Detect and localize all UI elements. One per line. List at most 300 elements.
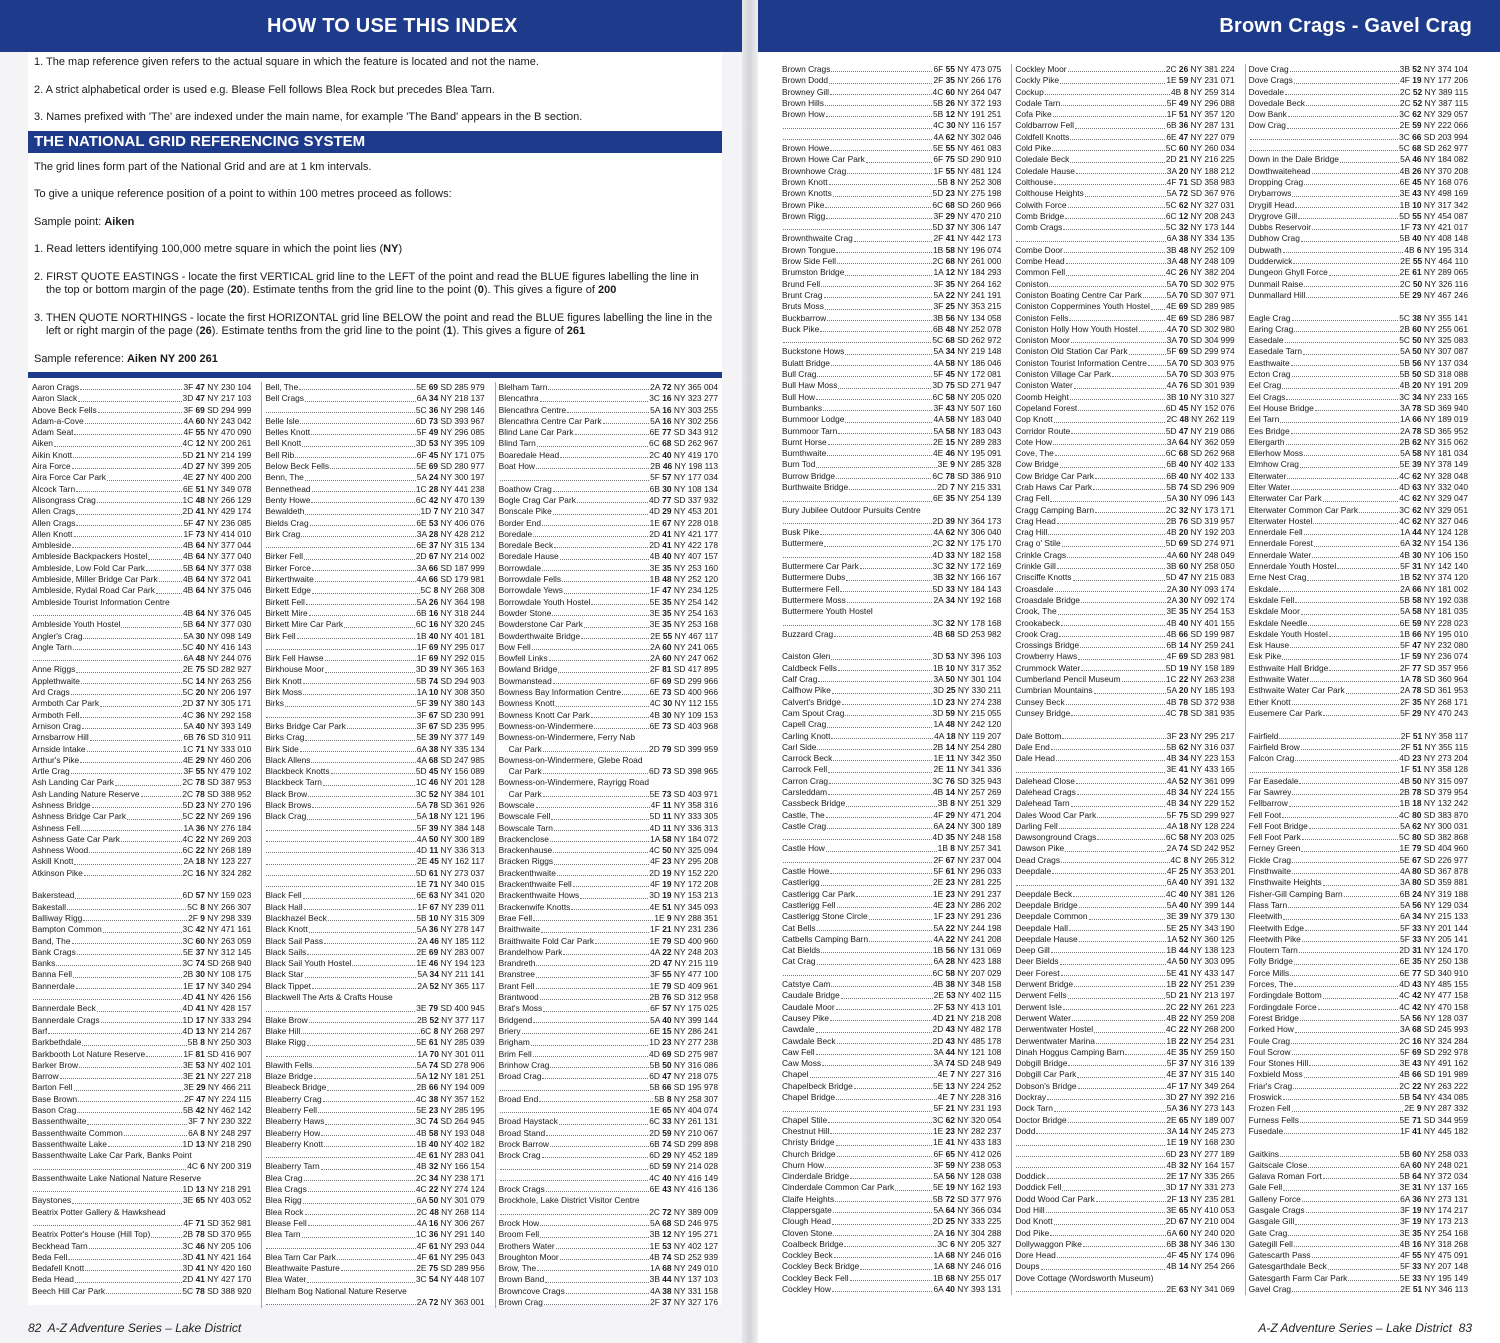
leader-dots: [550, 841, 649, 842]
index-entry: [32, 631, 251, 642]
grid-ref: NY 244 198: [954, 922, 1002, 933]
grid-ref: NY 106 150: [1421, 549, 1468, 560]
leader-dots: [141, 796, 182, 797]
map-square: 3F: [1400, 1204, 1413, 1215]
map-square: 5B: [416, 912, 429, 923]
map-square: 5A: [1166, 357, 1179, 368]
entry-reference: [1166, 1069, 1234, 1080]
map-square: 5D: [1165, 425, 1179, 436]
grid-ref: NY 403 052: [204, 1195, 252, 1206]
leader-dots: [1070, 162, 1165, 163]
grid-ref: NY 470 090: [204, 427, 252, 438]
map-square: 4B: [1166, 1261, 1179, 1272]
index-entry: [499, 1161, 718, 1172]
entry-reference: [1400, 1194, 1468, 1205]
entry-reference: [650, 1082, 718, 1093]
page-ref: 22: [1178, 1035, 1189, 1046]
grid-ref: NY 406 076: [438, 517, 485, 528]
map-square: 6A: [416, 1195, 429, 1206]
index-entry: [1015, 482, 1234, 493]
grid-ref: SD 294 999: [204, 404, 252, 415]
entry-reference: [1166, 154, 1235, 165]
map-square: 6A: [1166, 877, 1179, 888]
leader-dots: [78, 401, 181, 402]
map-square: 6B: [1399, 888, 1413, 899]
entry-reference: [417, 902, 484, 913]
page-ref: 41: [1178, 967, 1189, 978]
grid-ref: NY 324 284: [1421, 1035, 1468, 1046]
entry-reference: [1400, 200, 1468, 211]
sample-point: [34, 216, 716, 230]
entry-reference: [650, 574, 718, 585]
map-square: 3D: [415, 438, 429, 449]
entry-reference: [933, 877, 1001, 888]
grid-ref: NY 228 018: [671, 517, 718, 528]
entry-reference: [1167, 1058, 1235, 1069]
leader-dots: [540, 401, 648, 402]
entry-reference: [416, 631, 484, 642]
grid-ref: SD 226 977: [1421, 854, 1468, 865]
entry-reference: [417, 1241, 485, 1252]
entry-name: Dowthwaitehead: [1248, 165, 1311, 176]
grid-ref: NY 230 104: [204, 382, 252, 392]
entry-name: Buckbarrow: [782, 312, 827, 323]
page-ref: 66: [1178, 628, 1189, 639]
index-entry: [1015, 674, 1234, 685]
grid-ref: SD 400 966: [671, 687, 718, 698]
entry-name: Ambleside Youth Hostel: [32, 619, 121, 630]
map-square: 3F: [650, 969, 663, 980]
entry-reference: [938, 459, 1002, 470]
map-square: 5F: [1166, 97, 1179, 108]
entry-reference: [1399, 990, 1468, 1001]
page-ref: 16: [662, 393, 672, 404]
entry-reference: [1167, 731, 1235, 742]
page-ref: 26: [945, 97, 955, 108]
page-ref: 68: [945, 1272, 955, 1283]
entry-name: Brown Knott: [782, 176, 828, 187]
map-square: 6C: [932, 967, 946, 978]
map-square: 2F: [933, 233, 946, 244]
leader-dots: [323, 1101, 415, 1102]
index-entry: [1249, 708, 1468, 719]
index-entry: [499, 506, 718, 517]
page-ref: 58: [1412, 594, 1422, 605]
map-square: 4D: [649, 822, 663, 833]
entry-name: Blake Rigg: [265, 1037, 306, 1048]
entry-reference: [417, 450, 485, 461]
map-square: 4B: [1399, 165, 1413, 176]
page-ref: 35: [1412, 696, 1422, 707]
grid-ref: NY 318 268: [1421, 1238, 1468, 1249]
entry-reference: [650, 664, 718, 675]
page-ref: 64: [195, 551, 205, 562]
entry-reference: [1167, 877, 1235, 888]
entry-reference: [650, 992, 718, 1003]
page-ref: 13: [945, 1080, 955, 1091]
map-square: 5A: [649, 1217, 663, 1228]
index-entry: [499, 574, 718, 585]
entry-reference: [650, 721, 718, 732]
entry-reference: [183, 845, 252, 856]
grid-ref: NY 452 189: [671, 1150, 718, 1161]
grid-ref: SD 262 972: [954, 335, 1002, 346]
index-entry: [265, 450, 484, 461]
index-entry: [1015, 923, 1234, 934]
grid-ref: SD 365 952: [1421, 425, 1468, 436]
map-square: 4F: [1166, 1250, 1179, 1261]
entry-name: Dinah Hoggus Camping Barn: [1015, 1046, 1125, 1057]
index-entry: [1249, 1216, 1468, 1227]
page-ref: 69: [428, 382, 439, 392]
entry-name: Calfhow Pike: [782, 685, 831, 696]
grid-ref: NY 186 046: [954, 357, 1002, 368]
map-square: 2B: [650, 461, 663, 472]
index-entry: [265, 1116, 484, 1127]
map-square: 4D: [649, 506, 663, 517]
entry-reference: [1400, 437, 1468, 448]
map-square: 5A: [416, 1071, 429, 1082]
grid-ref: NY 254 153: [1188, 606, 1235, 617]
map-square: 1B: [937, 843, 951, 854]
page-ref: 30: [662, 698, 673, 709]
map-square: 5E: [1399, 1272, 1413, 1283]
map-square: 5E: [416, 732, 429, 743]
index-entry: [782, 923, 1001, 934]
index-entry: [32, 958, 251, 969]
leader-dots: [1283, 919, 1399, 920]
entry-name: Brown Band: [498, 1274, 545, 1285]
page-ref: 74: [945, 1058, 955, 1069]
leader-dots: [581, 638, 649, 639]
map-square: 4D: [1399, 481, 1413, 492]
entry-reference: [184, 1094, 251, 1105]
index-entry: [1015, 358, 1234, 369]
index-entry: [1249, 64, 1468, 75]
entry-name: Broughton Moor: [498, 1251, 559, 1262]
grid-ref: NY 301 104: [954, 674, 1002, 685]
page-ref: 16: [662, 404, 672, 415]
page-ref: 18: [1412, 798, 1422, 809]
leader-dots: [103, 932, 182, 933]
map-square: 3F: [416, 709, 429, 720]
index-entry: [782, 369, 1001, 380]
index-entry: [1015, 697, 1234, 708]
map-square: 5A: [1400, 448, 1413, 459]
leader-dots: [266, 1157, 415, 1158]
index-entry: [32, 845, 251, 856]
entry-name: Blelham Tarn: [498, 382, 548, 392]
leader-dots: [821, 952, 932, 953]
grid-ref: SD 199 987: [1188, 628, 1235, 639]
entry-reference: [416, 1003, 484, 1014]
page-ref: 40: [1412, 233, 1422, 244]
index-entry: [782, 493, 1001, 504]
grid-ref: NY 188 212: [1188, 165, 1235, 176]
entry-name: Brown Hills: [782, 97, 824, 108]
page-ref: 35: [662, 562, 672, 573]
entry-name: Blackbeck Knotts: [265, 766, 330, 777]
page-ref: 55: [195, 427, 205, 438]
grid-ref: NY 266 176: [954, 75, 1002, 86]
map-square: 1E: [1166, 75, 1179, 86]
entry-reference: [932, 335, 1001, 346]
index-entry: [1015, 426, 1234, 437]
grid-ref: NY 173 213: [1421, 1216, 1468, 1227]
page-ref: 41: [662, 540, 672, 551]
index-entry: [1015, 561, 1234, 572]
grid-ref: NY 323 277: [671, 393, 718, 404]
entry-name: Dubwath: [1248, 244, 1282, 255]
page-ref: 33: [1412, 933, 1422, 944]
map-square: 5A: [1166, 899, 1179, 910]
map-square: 1E: [649, 517, 663, 528]
entry-name: Elterwater Car Park: [1248, 493, 1322, 504]
page-ref: 38: [1178, 1238, 1189, 1249]
map-square: 5A: [183, 630, 196, 641]
page-ref: 29: [1412, 707, 1422, 718]
index-entry: [32, 913, 251, 924]
index-entry: [499, 416, 718, 427]
map-square: 3E: [1399, 188, 1413, 199]
index-entry: [265, 506, 484, 517]
entry-name: Bassenthwaite: [32, 1116, 87, 1127]
map-square: 5C: [415, 404, 429, 415]
page-ref: 53: [662, 1240, 672, 1251]
leader-dots: [827, 828, 932, 829]
grid-ref: NY 171 075: [438, 449, 485, 460]
page-ref: 64: [195, 574, 205, 585]
map-square: 5F: [1400, 640, 1413, 651]
entry-reference: [650, 981, 718, 992]
map-square: 5B: [1399, 357, 1413, 368]
map-square: 2C: [1165, 1001, 1179, 1012]
leader-dots: [1067, 557, 1166, 558]
page-ref: 58: [1178, 832, 1189, 843]
grid-ref: NY 229 152: [1188, 798, 1235, 809]
grid-ref: NY 295 208: [671, 856, 718, 867]
map-square: 6E: [416, 540, 429, 551]
page-number: 83: [1458, 1321, 1472, 1335]
index-entry: [265, 1060, 484, 1071]
index-entry: [265, 416, 484, 427]
entry-reference: [932, 380, 1001, 391]
grid-ref: NY 172 208: [671, 879, 718, 890]
entry-reference: [1166, 1216, 1235, 1227]
map-square: 5A: [933, 289, 946, 300]
leader-dots: [553, 491, 649, 492]
map-square: 5B: [187, 1037, 201, 1048]
index-entry: [499, 427, 718, 438]
map-square: 1B: [1399, 628, 1413, 639]
index-entry: [499, 924, 718, 935]
leader-dots: [1295, 1032, 1399, 1033]
leader-dots: [1306, 1212, 1400, 1213]
leader-dots: [1288, 1235, 1398, 1236]
index-entry: [32, 710, 251, 721]
grid-ref: SD 299 974: [1188, 346, 1235, 357]
page-ref: 38: [1412, 312, 1422, 323]
grid-ref: SD 403 968: [671, 720, 718, 731]
page-ref: 59: [662, 1161, 672, 1172]
page-ref: 48: [662, 574, 672, 585]
entry-name: Ash Landing Car Park: [32, 777, 114, 788]
index-entry: [1249, 990, 1468, 1001]
grid-ref: NY 244 076: [204, 653, 252, 664]
map-square: 5B: [937, 176, 951, 187]
entry-name: Brinhow Crag: [498, 1059, 550, 1070]
entry-name: Bowness-on-Windermere: [498, 720, 594, 731]
index-entry: [499, 676, 718, 687]
entry-reference: [183, 834, 252, 845]
grid-ref: NY 248 109: [1188, 256, 1235, 267]
index-entry: [32, 947, 251, 958]
entry-name: Bowscale Fell: [498, 811, 551, 822]
entry-name: Brown Rigg: [782, 210, 826, 221]
index-entry: [32, 1116, 251, 1127]
grid-ref: NY 238 053: [954, 1159, 1002, 1170]
page-ref: 11: [429, 845, 439, 856]
grid-ref: NY 391 132: [1188, 877, 1235, 888]
entry-name: Finsthwaite: [1248, 866, 1292, 877]
map-square: 4E: [933, 899, 946, 910]
entry-reference: [1166, 697, 1234, 708]
entry-reference: [1166, 889, 1235, 900]
entry-name: Gavel Crag: [1248, 1284, 1292, 1295]
leader-dots: [554, 830, 649, 831]
map-square: 5C: [1399, 312, 1413, 323]
page-ref: 45: [429, 856, 439, 867]
entry-reference: [1399, 132, 1468, 143]
index-entry: [782, 1081, 1001, 1092]
map-square: 5F: [1399, 1046, 1413, 1057]
entry-name: Cawdale Beck: [782, 1035, 836, 1046]
map-square: 4E: [183, 754, 196, 765]
map-square: 3A: [1399, 877, 1413, 888]
entry-reference: [1400, 1182, 1468, 1193]
leader-dots: [1295, 1224, 1399, 1225]
entry-reference: [1399, 392, 1468, 403]
index-entry: [1249, 584, 1468, 595]
map-square: 3C: [932, 1114, 946, 1125]
sample-reference-label: Sample reference:: [34, 352, 127, 365]
grid-ref: NY 195 091: [954, 448, 1002, 459]
grid-ref: NY 467 117: [672, 630, 718, 641]
entry-name: Deer Forest: [1015, 967, 1060, 978]
map-square: 5E: [1399, 459, 1413, 470]
page-ref: 50: [1412, 775, 1422, 786]
entry-name: Cote How: [1015, 436, 1053, 447]
grid-ref: NY 360 125: [1188, 933, 1235, 944]
entry-name: Barton Fell: [32, 1082, 73, 1093]
page-ref: 69: [1178, 538, 1189, 549]
grid-ref: NY 124 170: [1421, 945, 1468, 956]
page-ref: 21: [1178, 154, 1189, 165]
map-square: 3F: [183, 404, 196, 415]
grid-ref: NY 210 347: [438, 506, 485, 517]
map-square: 2E: [1399, 120, 1413, 131]
entry-name: Derwentwater Marina: [1015, 1035, 1095, 1046]
map-square: 3D: [182, 1251, 196, 1262]
grid-ref: NY 358 128: [1421, 764, 1468, 775]
index-entry: [32, 744, 251, 755]
entry-name: Cassbeck Bridge: [782, 798, 846, 809]
index-entry: [1015, 448, 1234, 459]
grid-ref: NY 470 158: [1421, 1001, 1468, 1012]
entry-reference: [1166, 1115, 1234, 1126]
map-square: 4B: [933, 979, 946, 990]
map-square: 1B: [1166, 1035, 1179, 1046]
leader-dots: [575, 434, 649, 435]
page-ref: 69: [1412, 1046, 1422, 1057]
index-entry: [1249, 618, 1468, 629]
page-ref: 23: [945, 911, 955, 922]
page-ref: 7: [950, 481, 955, 492]
leader-dots: [1298, 218, 1398, 219]
entry-reference: [1399, 832, 1468, 843]
leader-dots: [324, 1146, 415, 1147]
index-entry: [1249, 120, 1468, 131]
entry-reference: [933, 132, 1001, 143]
entry-reference: [417, 936, 484, 947]
map-square: 6D: [649, 1150, 663, 1161]
leader-dots: [266, 1304, 415, 1305]
index-entry: [1249, 697, 1468, 708]
leader-dots: [830, 1020, 932, 1021]
page-ref: 23: [945, 899, 955, 910]
map-square: 2B: [933, 741, 946, 752]
index-entry: [1249, 787, 1468, 798]
grid-ref: NY 346 130: [1188, 1238, 1235, 1249]
map-square: 2A: [417, 935, 430, 946]
entry-reference: [650, 1252, 718, 1263]
entry-name: Dalehead Close: [1015, 775, 1075, 786]
step-1-end: ): [398, 243, 403, 255]
index-entry: [32, 879, 251, 890]
grid-ref: NY 393 149: [204, 720, 252, 731]
page-ref: 32: [1412, 538, 1422, 549]
index-entry: [1015, 64, 1234, 75]
leader-dots: [536, 468, 649, 469]
entry-name: Croasdale Bridge: [1015, 594, 1081, 605]
map-square: 6D: [1165, 402, 1179, 413]
leader-dots: [127, 819, 182, 820]
map-square: 2D: [932, 1024, 946, 1035]
index-entry: [499, 890, 718, 901]
map-square: 4E: [937, 1069, 951, 1080]
entry-name: Birkett Edge: [265, 585, 311, 596]
entry-name: Coalbeck Bridge: [782, 1238, 844, 1249]
index-entry: [1015, 911, 1234, 922]
map-square: 3C: [182, 924, 196, 935]
entry-name: Blaze Bridge: [265, 1071, 313, 1082]
grid-ref: NY 240 020: [1188, 1227, 1235, 1238]
map-square: 4B: [183, 540, 196, 551]
grid-ref: NY 248 297: [204, 1127, 252, 1138]
index-entry: [782, 968, 1001, 979]
map-square: 4C: [1399, 493, 1413, 504]
entry-reference: [183, 405, 251, 416]
map-square: 4F: [1166, 176, 1179, 187]
leader-dots: [1061, 105, 1165, 106]
page-ref: 63: [1412, 481, 1422, 492]
index-entry: [1249, 776, 1468, 787]
index-entry: [1249, 629, 1468, 640]
index-entry: [1015, 200, 1234, 211]
map-square: 5A: [650, 1014, 663, 1025]
leader-dots: [307, 819, 416, 820]
map-square: 1A: [933, 719, 946, 730]
